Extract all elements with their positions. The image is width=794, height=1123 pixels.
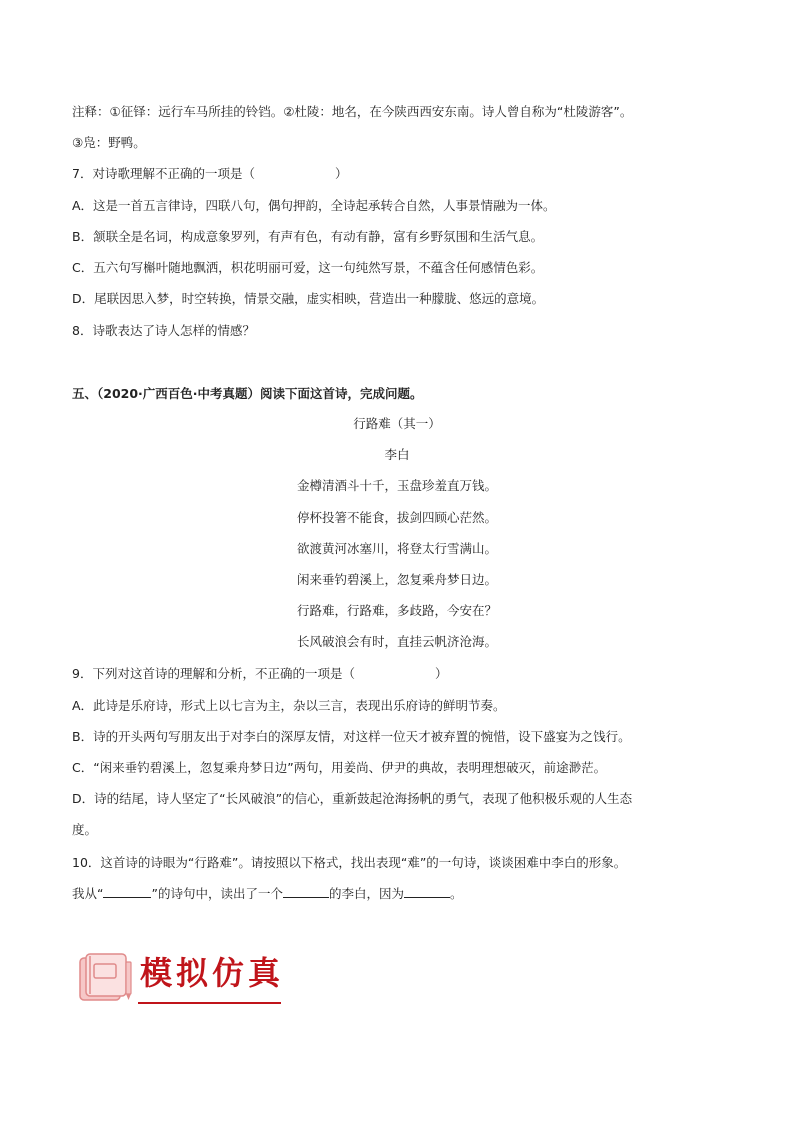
q9-option-c: C．“闲来垂钓碧溪上，忽复乘舟梦日边”两句，用姜尚、伊尹的典故，表明理想破灭，前途渺茫。 [72,760,607,775]
poem-line-6: 长风破浪会有时，直挂云帆济沧海。 [296,634,497,649]
notes-line-2: ③凫：野鸭。 [72,135,146,150]
q7-option-d: D．尾联因思入梦，时空转换，情景交融，虚实相映，营造出一种朦胧、悠远的意境。 [72,291,545,306]
fill-text-a: 我从“ [72,886,104,901]
question-7-stem [72,166,347,182]
question-10-stem: 10．这首诗的诗眼为“行路难”。请按照以下格式，找出表现“难”的一句诗，谈谈困难中李白的形象。 [72,855,627,870]
q7-option-a: A．这是一首五言律诗，四联八句，偶句押韵，全诗起承转合自然，人事景情融为一体。 [72,198,556,213]
question-9-stem-text: 9．下列对这首诗的理解和分析，不正确的一项是（ [72,666,355,681]
q7-option-c: C．五六句写槲叶随地飘洒，枳花明丽可爱，这一句纯然写景，不蕴含任何感情色彩。 [72,260,544,275]
notes-line-1: 注释：①征铎：远行车马所挂的铃铛。②杜陵：地名，在今陕西西安东南。诗人曾自称为“杜陵游客”。 [72,104,633,119]
q9-option-d-continued: 度。 [72,822,98,837]
q9-option-b: B．诗的开头两句写朋友出于对李白的深厚友情，对这样一位天才被弃置的惋惜，设下盛宴为之饯行。 [72,729,631,744]
question-8-stem: 8．诗歌表达了诗人怎样的情感？ [72,323,255,338]
banner-title: 模拟仿真 [140,954,285,992]
fill-blank-1 [103,887,151,898]
poem-line-5: 行路难，行路难，多歧路，今安在？ [296,603,497,618]
q9-option-a: A．此诗是乐府诗，形式上以七言为主，杂以三言，表现出乐府诗的鲜明节奏。 [72,698,506,713]
q9-option-d: D．诗的结尾，诗人坚定了“长风破浪”的信心，重新鼓起沧海扬帆的勇气，表现了他积极乐观的人生态 [72,791,633,806]
fill-blank-3 [404,887,450,898]
question-9-stem-end: ） [434,666,448,681]
q7-option-b: B．颔联全是名词，构成意象罗列，有声有色，有动有静，富有乡野氛围和生活气息。 [72,229,544,244]
poem-line-1: 金樽清酒斗十千，玉盘珍羞直万钱。 [296,478,497,493]
poem-author: 李白 [384,447,410,462]
poem-line-3: 欲渡黄河冰塞川，将登太行雪满山。 [296,541,497,556]
poem-line-2: 停杯投箸不能食，拔剑四顾心茫然。 [296,510,497,525]
book-icon [76,950,136,1004]
banner-underline [138,1002,281,1004]
question-9-stem [72,666,447,682]
fill-text-b: ”的诗句中，读出了一个 [151,886,283,901]
question-10-fill-line [72,886,463,902]
fill-text-c: 的李白，因为 [328,886,404,901]
poem-line-4: 闲来垂钓碧溪上，忽复乘舟梦日边。 [296,572,497,587]
section-5-heading: 五、（2020·广西百色·中考真题）阅读下面这首诗，完成问题。 [72,386,423,401]
question-7-stem-text: 7．对诗歌理解不正确的一项是（ [72,166,255,181]
fill-text-d: 。 [449,886,463,901]
question-7-stem-end: ） [334,166,348,181]
fill-blank-2 [283,887,329,898]
poem-title: 行路难（其一） [353,416,441,431]
